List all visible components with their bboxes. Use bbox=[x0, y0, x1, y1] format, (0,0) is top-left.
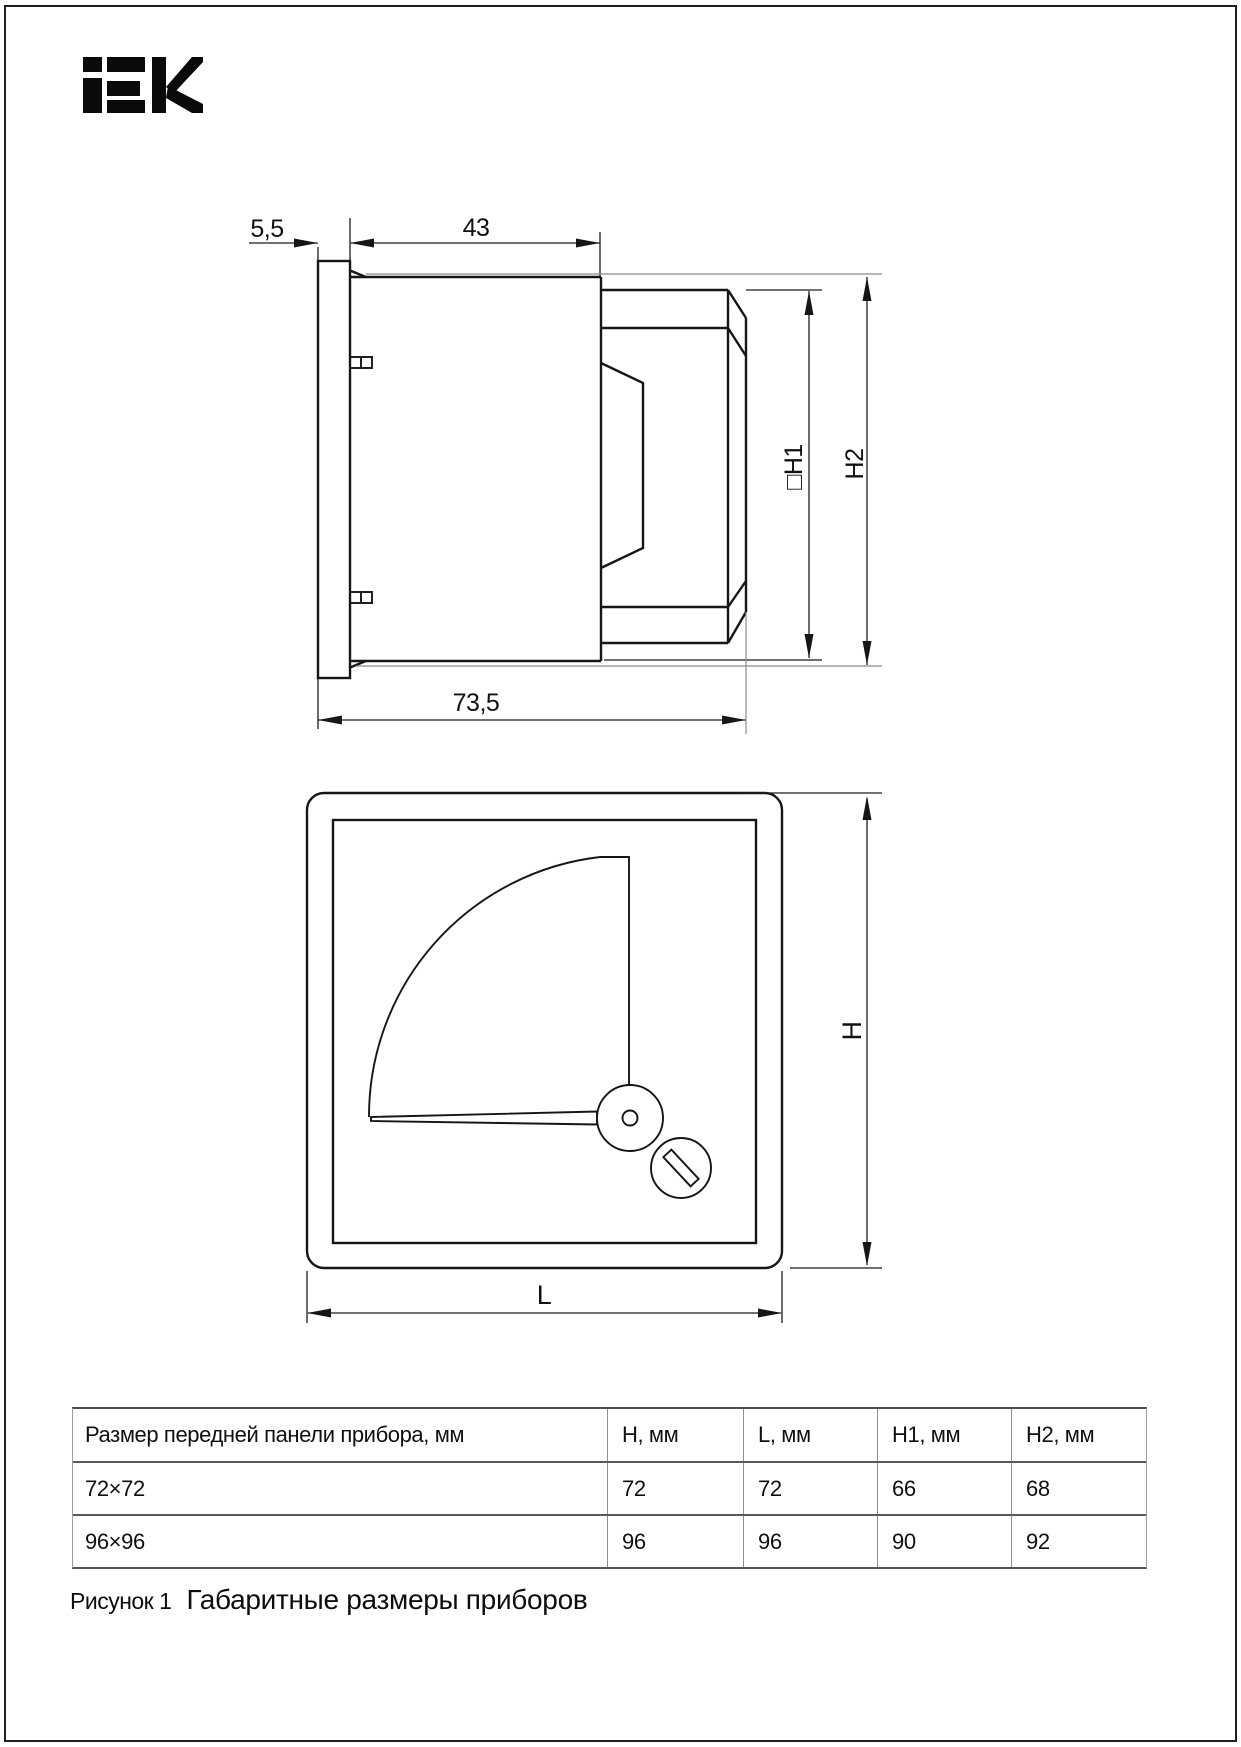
header-l: L, мм bbox=[743, 1409, 877, 1461]
cell-l-72: 72 bbox=[743, 1463, 877, 1514]
header-h1: H1, мм bbox=[877, 1409, 1011, 1461]
dim-label-h2: H2 bbox=[841, 448, 869, 480]
dim-label-h: H bbox=[837, 1021, 867, 1041]
cell-h-96: 96 bbox=[607, 1516, 743, 1567]
dim-label-total-depth: 73,5 bbox=[452, 689, 500, 717]
front-view-drawing bbox=[307, 793, 882, 1323]
cell-l-96: 96 bbox=[743, 1516, 877, 1567]
side-view-case bbox=[350, 271, 601, 668]
meter-needle bbox=[371, 1112, 597, 1125]
table-header-row bbox=[73, 1409, 1146, 1463]
cell-h1-72: 66 bbox=[877, 1463, 1011, 1514]
dimensions-table bbox=[72, 1407, 1147, 1569]
cell-size-72: 72×72 bbox=[85, 1475, 145, 1501]
front-view-arrows bbox=[307, 796, 872, 1318]
side-view-flange bbox=[318, 261, 350, 678]
side-view-terminal-block bbox=[601, 290, 746, 643]
mounting-clips bbox=[350, 357, 372, 603]
cell-h2-96: 92 bbox=[1011, 1516, 1147, 1567]
dim-label-flange-thickness: 5,5 bbox=[250, 215, 284, 243]
front-view-bezel bbox=[307, 793, 782, 1268]
cell-size-96: 96×96 bbox=[85, 1528, 145, 1554]
side-view-drawing bbox=[249, 214, 882, 734]
side-view-dimension-lines bbox=[249, 218, 867, 729]
front-view-window bbox=[333, 820, 756, 1243]
header-panel-size: Размер передней панели прибора, мм bbox=[85, 1422, 465, 1447]
zero-adjust-screw bbox=[651, 1138, 711, 1198]
cell-h-72: 72 bbox=[607, 1463, 743, 1514]
side-view-extension-lines bbox=[356, 274, 882, 734]
dim-label-case-depth: 43 bbox=[462, 214, 490, 242]
figure-caption-text: Габаритные размеры приборов bbox=[186, 1584, 588, 1615]
needle-pivot bbox=[597, 1085, 663, 1151]
cell-h1-96: 90 bbox=[877, 1516, 1011, 1567]
dim-label-l: L bbox=[536, 1280, 552, 1310]
table-row bbox=[73, 1463, 1146, 1516]
header-h2: H2, мм bbox=[1011, 1409, 1147, 1461]
table-row bbox=[73, 1516, 1146, 1567]
front-view-dial bbox=[369, 857, 711, 1198]
dim-label-h1: □H1 bbox=[780, 444, 808, 490]
header-h: H, мм bbox=[607, 1409, 743, 1461]
figure-caption bbox=[70, 1584, 587, 1616]
figure-caption-number: Рисунок 1 bbox=[70, 1588, 172, 1614]
cell-h2-72: 68 bbox=[1011, 1463, 1147, 1514]
